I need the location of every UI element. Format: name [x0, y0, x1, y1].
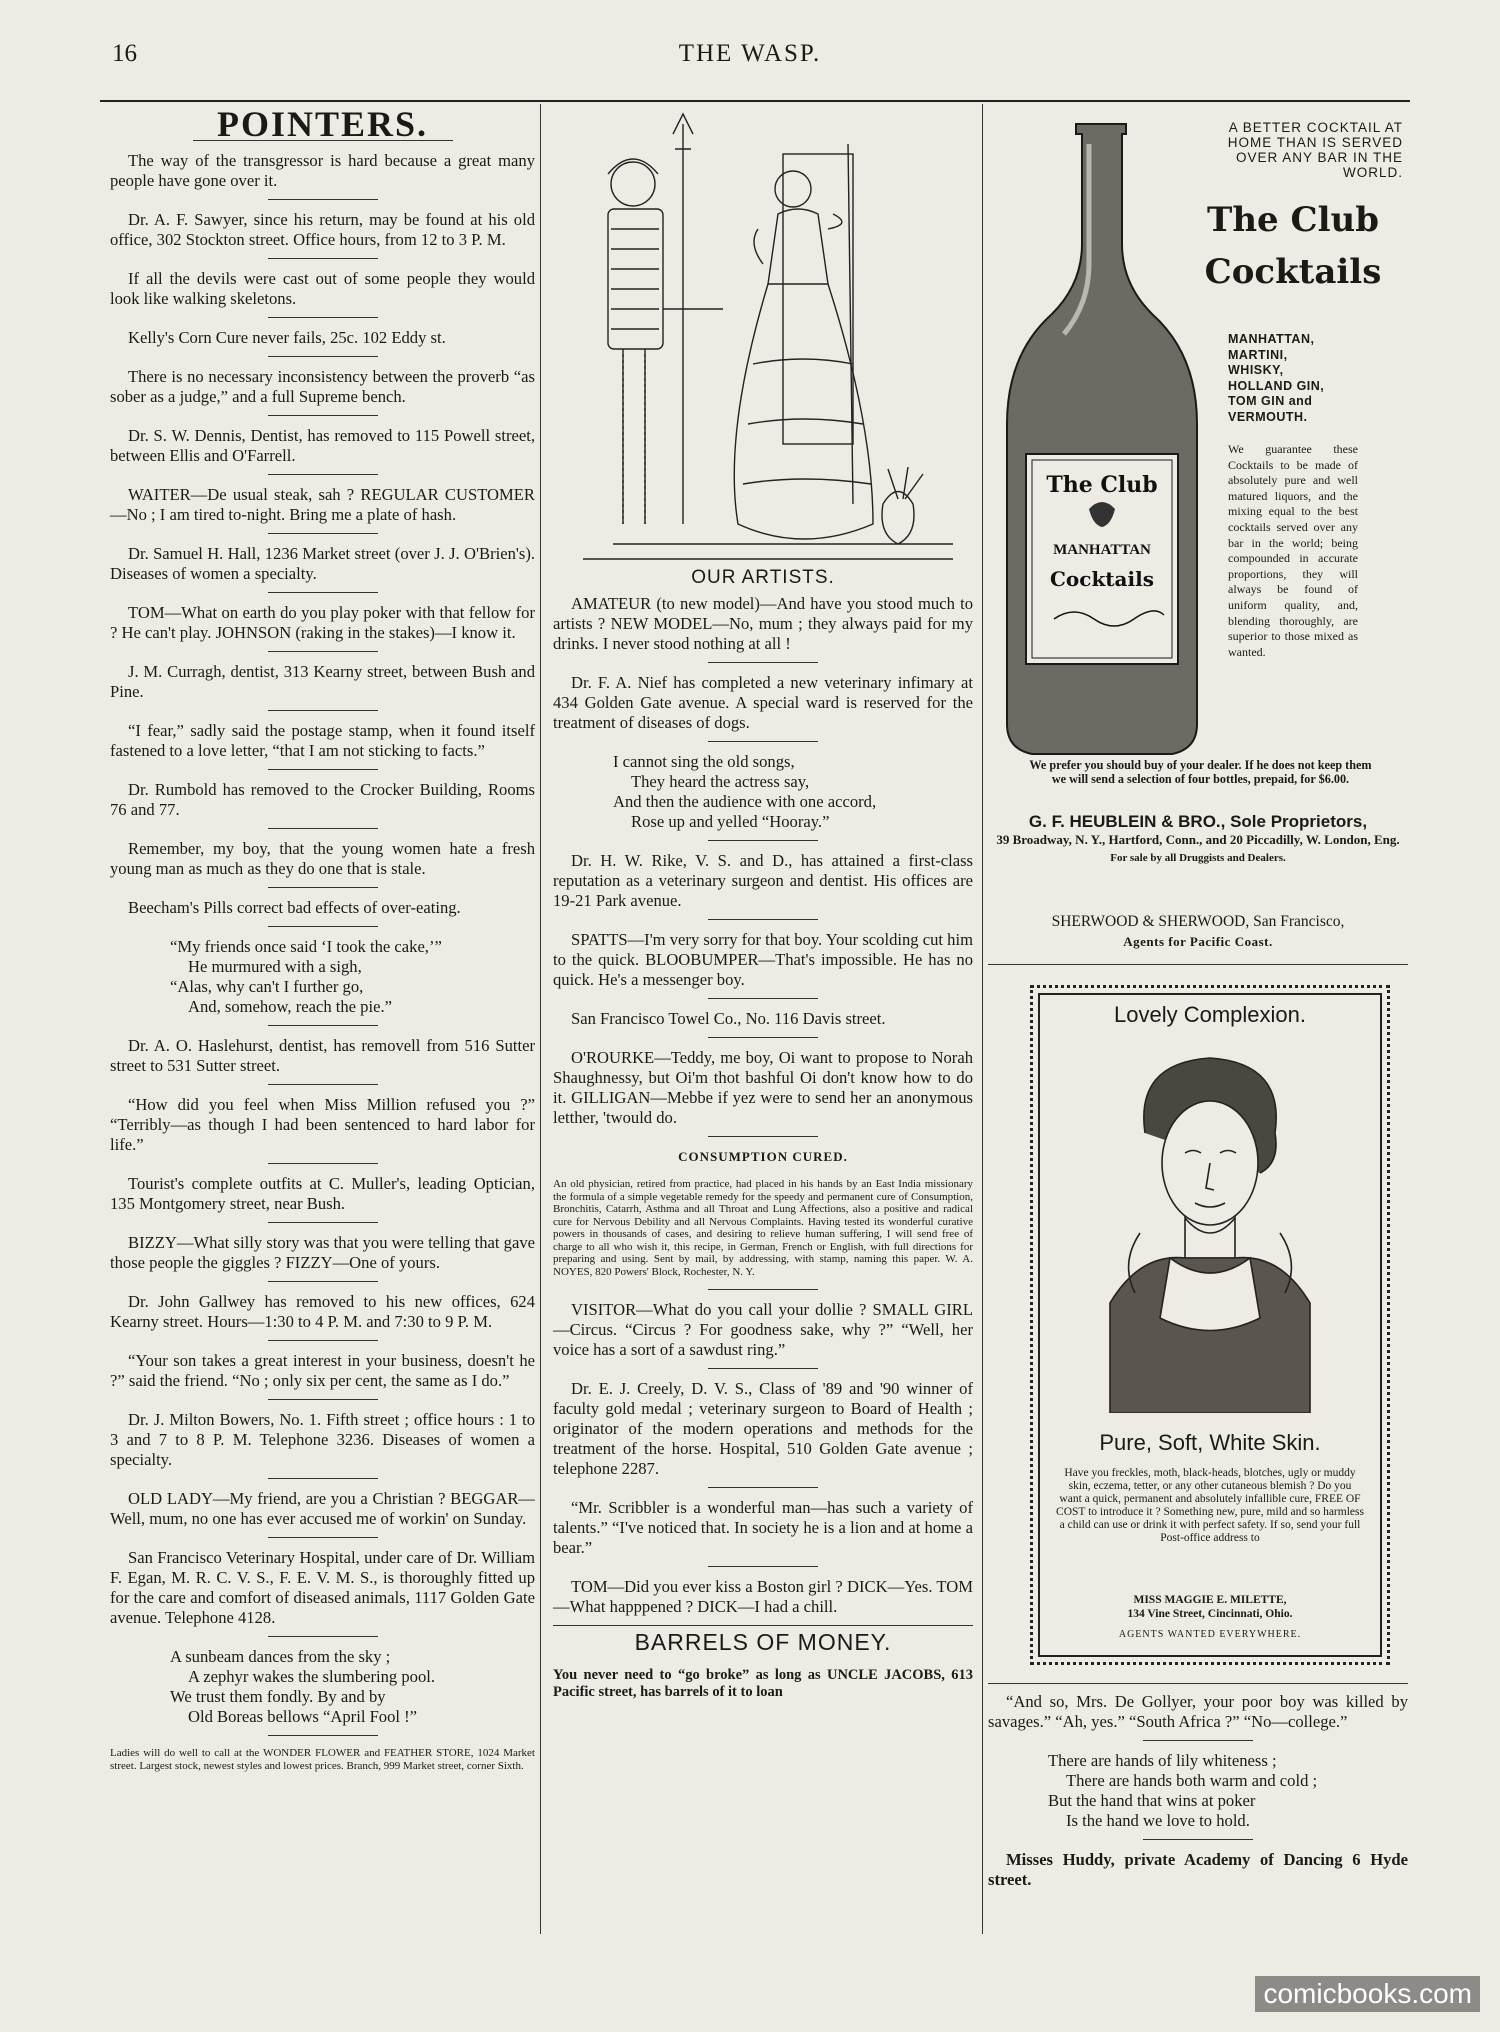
separator — [268, 317, 378, 318]
complexion-contact — [1030, 1593, 1390, 1621]
separator — [268, 1478, 378, 1479]
verse-line: And then the audience with one accord, — [613, 792, 877, 811]
cocktail-item: TOM GIN and — [1228, 394, 1313, 408]
separator — [268, 1735, 378, 1736]
verse-line: A zephyr wakes the slumbering pool. — [188, 1667, 436, 1686]
separator — [268, 926, 378, 927]
verse-line: There are hands of lily whiteness ; — [1048, 1751, 1277, 1770]
ad-tagline: A BETTER COCKTAIL AT HOME THAN IS SERVED OVER ANY BAR IN THE WORLD. — [1227, 120, 1403, 180]
complexion-text: Have you freckles, moth, black-heads, blotches, ugly or muddy skin, eczema, tetter, or any other cutaneous blemish ? Do you want a quick, permanent and absolutely infallible cure, FREE OF COST to introduce it ? Something new, pure, mild and so harmless a child can use or drink it with perfect safety. If so, send your full Post-office address to — [1056, 1467, 1364, 1544]
separator — [708, 1136, 818, 1137]
pointer-item: TOM—What on earth do you play poker with that fellow for ? He can't play. JOHNSON (raking in the stakes)—I know it. — [110, 603, 535, 642]
ad-brand — [1178, 194, 1408, 298]
separator — [268, 1163, 378, 1164]
rule — [553, 1625, 973, 1626]
advert-item: Dr. E. J. Creely, D. V. S., Class of '89 and '90 winner of faculty gold medal ; veterinary surgeon to Board of Health ; originator of the modern operations and methods for the treatment of the horse. Hospital, 510 Golden Gate avenue ; telephone 2287. — [553, 1379, 973, 1478]
cocktail-list — [1228, 332, 1408, 425]
label-brand: The Club — [1046, 472, 1158, 498]
pointer-item: Dr. Samuel H. Hall, 1236 Market street (over J. J. O'Brien's). Diseases of women a specialty. — [110, 544, 535, 583]
agents-line: Agents for Pacific Coast. — [1123, 934, 1273, 949]
column-divider-1 — [540, 104, 541, 1934]
separator — [708, 662, 818, 663]
separator — [268, 533, 378, 534]
pointer-item: If all the devils were cast out of some people they would look like walking skeletons. — [110, 269, 535, 308]
pointer-item: Dr. John Gallwey has removed to his new offices, 624 Kearny street. Hours—1:30 to 4 P. M. and 7:30 to 9 P. M. — [110, 1292, 535, 1331]
barrels-text: You never need to “go broke” as long as UNCLE JACOBS, 613 Pacific street, has barrels of it to loan — [553, 1666, 973, 1700]
advert-item: Dr. H. W. Rike, V. S. and D., has attained a first-class reputation as a veterinary surgeon and dentist. His offices are 19-21 Park avenue. — [553, 851, 973, 910]
footer-advert: Ladies will do well to call at the WONDER FLOWER and FEATHER STORE, 1024 Market street. Largest stock, newest styles and lowest prices. Branch, 999 Market street, corner Sixth. — [110, 1747, 535, 1772]
separator — [268, 769, 378, 770]
separator — [1143, 1839, 1253, 1840]
separator — [268, 474, 378, 475]
joke-item: SPATTS—I'm very sorry for that boy. Your scolding cut him to the quick. BLOOBUMPER—That's impossible. He has no quick. He's a messenger boy. — [553, 930, 973, 989]
druggists-note: For sale by all Druggists and Dealers. — [1110, 852, 1286, 864]
prefer-text: We prefer you should buy of your dealer. If he does not keep them we will send a selection of four bottles, prepaid, for $6.00. — [1029, 758, 1372, 786]
verse-old-songs — [613, 752, 973, 832]
joke-item: TOM—Did you ever kiss a Boston girl ? DICK—Yes. TOM—What happpened ? DICK—I had a chill. — [553, 1577, 973, 1616]
woman-portrait — [1050, 1043, 1370, 1413]
pointer-item: There is no necessary inconsistency between the proverb “as sober as a judge,” and a full Supreme bench. — [110, 367, 535, 406]
label-kind: MANHATTAN — [1053, 542, 1151, 558]
separator — [268, 1281, 378, 1282]
separator — [268, 1222, 378, 1223]
club-cocktails-ad — [988, 104, 1408, 949]
pointer-item: Dr. A. O. Haslehurst, dentist, has removell from 516 Sutter street to 531 Sutter street. — [110, 1036, 535, 1075]
advert-item: San Francisco Towel Co., No. 116 Davis street. — [571, 1009, 886, 1028]
illustration-caption: OUR ARTISTS. — [691, 567, 835, 588]
agents-wanted: AGENTS WANTED EVERYWHERE. — [1118, 1629, 1302, 1640]
joke-item: “And so, Mrs. De Gollyer, your poor boy was killed by savages.” “Ah, yes.” “South Africa ?” “No—college.” — [988, 1692, 1408, 1731]
cocktail-item: WHISKY, — [1228, 363, 1284, 377]
verse-april-fool — [170, 1647, 535, 1727]
separator — [268, 1084, 378, 1085]
pointer-item: Dr. A. F. Sawyer, since his return, may be found at his old office, 302 Stockton street. Office hours, from 12 to 3 P. M. — [110, 210, 535, 249]
pointer-item: “Your son takes a great interest in your business, doesn't he ?” said the friend. “No ; only six per cent, the same as I do.” — [110, 1351, 535, 1390]
verse-line: He murmured with a sigh, — [188, 957, 362, 976]
pointer-item: Remember, my boy, that the young women hate a fresh young man as much as they do one that is stale. — [110, 839, 535, 878]
pointer-item: Tourist's complete outfits at C. Muller's, leading Optician, 135 Montgomery street, near Bush. — [110, 1174, 535, 1213]
firm-address: 39 Broadway, N. Y., Hartford, Conn., and 20 Piccadilly, W. London, Eng. — [996, 832, 1400, 847]
complexion-title: Lovely Complexion. — [1114, 1002, 1306, 1027]
separator — [708, 1289, 818, 1290]
verse-line: “My friends once said ‘I took the cake,’” — [170, 937, 442, 956]
verse-poker — [1048, 1751, 1408, 1831]
separator — [268, 1537, 378, 1538]
separator — [268, 415, 378, 416]
separator — [268, 1636, 378, 1637]
rule — [988, 1683, 1408, 1684]
separator — [708, 1037, 818, 1038]
pointer-item: San Francisco Veterinary Hospital, under care of Dr. William F. Egan, M. R. C. V. S., F. E. V. M. S., is thoroughly fitted up for the care and comfort of diseased animals, 1117 Golden Gate avenue. Telephone 4128. — [110, 1548, 535, 1627]
column-pointers — [110, 104, 535, 1783]
separator — [708, 840, 818, 841]
separator — [708, 919, 818, 920]
separator — [268, 710, 378, 711]
column-divider-2 — [982, 104, 983, 1934]
separator — [268, 356, 378, 357]
pointer-item: Beecham's Pills correct bad effects of over-eating. — [128, 898, 461, 917]
separator — [708, 1487, 818, 1488]
verse-line: They heard the actress say, — [631, 772, 810, 791]
separator — [268, 887, 378, 888]
pointer-item: “I fear,” sadly said the postage stamp, when it found itself fastened to a love letter, “that I am not sticking to facts.” — [110, 721, 535, 760]
cocktail-item: MANHATTAN, — [1228, 332, 1315, 346]
pointer-item: Dr. Rumbold has removed to the Crocker Building, Rooms 76 and 77. — [110, 780, 535, 819]
brand-line: The Club — [1207, 200, 1379, 240]
separator — [268, 258, 378, 259]
contact-name: MISS MAGGIE E. MILETTE, — [1133, 1594, 1287, 1606]
verse-line: I cannot sing the old songs, — [613, 752, 795, 771]
consumption-heading: CONSUMPTION CURED. — [678, 1149, 848, 1164]
verse-line: Old Boreas bellows “April Fool !” — [188, 1707, 418, 1726]
pointer-item: OLD LADY—My friend, are you a Christian ? BEGGAR—Well, mum, no one has ever accused me of workin' on Sunday. — [110, 1489, 535, 1528]
separator — [708, 1368, 818, 1369]
verse-line: Rose up and yelled “Hooray.” — [631, 812, 830, 831]
cocktail-item: VERMOUTH. — [1228, 409, 1308, 424]
joke-item: O'ROURKE—Teddy, me boy, Oi want to propose to Norah Shaughnessy, but Oi'm thot bashful Oi don't know how to do it. GILLIGAN—Mebbe if yez were to send her an anonymous letther, 'twould do. — [553, 1048, 973, 1127]
consumption-text: An old physician, retired from practice, had placed in his hands by an East India missionary the formula of a simple vegetable remedy for the speedy and permanent cure of Consumption, Bronchitis, Catarrh, Asthma and all Throat and Lung Affections, also a positive and radical cure for Nervous Debility and all Nervous Complaints. Having tested its wonderful curative powers in thousands of cases, and desiring to relieve human suffering, I will send free of charge to all who wish it, this recipe, in German, French or English, with full directions for preparing and using. Sent by mail, by addressing, with stamp, naming this paper. W. A. NOYES, 820 Powers' Block, Rochester, N. Y. — [553, 1178, 973, 1278]
joke-item: AMATEUR (to new model)—And have you stood much to artists ? NEW MODEL—No, mum ; they always paid for my drinks. I never stood nothing at all ! — [553, 594, 973, 653]
firm-name: G. F. HEUBLEIN & BRO., Sole Proprietors, — [1028, 812, 1368, 831]
advert-item: Dr. F. A. Nief has completed a new veterinary infimary at 434 Golden Gate avenue. A special ward is reserved for the treatment of diseases of dogs. — [553, 673, 973, 732]
brand-line: Cocktails — [1204, 252, 1382, 292]
pointers-title: POINTERS. — [216, 104, 429, 144]
separator — [268, 1025, 378, 1026]
barrels-title: BARRELS OF MONEY. — [634, 1629, 892, 1655]
column-adverts — [988, 104, 1408, 1890]
verse-line: “Alas, why can't I further go, — [170, 977, 364, 996]
rule — [988, 964, 1408, 965]
separator — [708, 1566, 818, 1567]
pointer-item: Dr. S. W. Dennis, Dentist, has removed to 115 Powell street, between Ellis and O'Farrell. — [110, 426, 535, 465]
pointer-item: J. M. Curragh, dentist, 313 Kearny street, between Bush and Pine. — [110, 662, 535, 701]
pointer-item: WAITER—De usual steak, sah ? REGULAR CUSTOMER—No ; I am tired to-night. Bring me a plate of hash. — [110, 485, 535, 524]
guarantee-text: We guarantee these Cocktails to be made of absolutely pure and well matured liquors, and the mixing equal to the best cocktails served over any bar in the world; being compounded in accurate proportions, they will always be found of uniform quality, and, blending thoroughly, are superior to those mixed as wanted. — [1228, 442, 1358, 659]
bottle-illustration — [994, 114, 1209, 774]
pointer-item: BIZZY—What silly story was that you were telling that gave those people the giggles ? FIZZY—One of yours. — [110, 1233, 535, 1272]
page-number: 16 — [112, 40, 137, 67]
verse-cake — [170, 937, 535, 1017]
verse-line: A sunbeam dances from the sky ; — [170, 1647, 391, 1666]
separator — [268, 199, 378, 200]
label-cocktails: Cocktails — [1050, 567, 1154, 591]
cocktail-item: MARTINI, — [1228, 347, 1288, 362]
verse-line: And, somehow, reach the pie.” — [188, 997, 392, 1016]
dancing-academy-ad: Misses Huddy, private Academy of Dancing 6 Hyde street. — [988, 1850, 1408, 1889]
our-artists-illustration — [553, 104, 973, 564]
separator — [268, 828, 378, 829]
pointer-item: “How did you feel when Miss Million refused you ?” “Terribly—as though I had been sentenced to hard labor for life.” — [110, 1095, 535, 1154]
separator — [268, 651, 378, 652]
publication-title: THE WASP. — [678, 40, 822, 67]
separator — [268, 1340, 378, 1341]
pointer-item: The way of the transgressor is hard because a great many people have gone over it. — [110, 151, 535, 190]
header-rule — [100, 100, 1410, 102]
firm-block — [988, 812, 1408, 868]
verse-line: There are hands both warm and cold ; — [1066, 1771, 1318, 1790]
separator — [268, 592, 378, 593]
column-artists — [553, 104, 973, 1715]
cocktail-item: HOLLAND GIN, — [1228, 378, 1325, 393]
separator — [708, 998, 818, 999]
complexion-subtitle: Pure, Soft, White Skin. — [1099, 1430, 1321, 1455]
complexion-ad — [1030, 985, 1390, 1665]
separator — [1143, 1740, 1253, 1741]
separator — [708, 741, 818, 742]
pointer-item: Kelly's Corn Cure never fails, 25c. 102 Eddy st. — [128, 328, 446, 347]
separator — [268, 1399, 378, 1400]
verse-line: Is the hand we love to hold. — [1066, 1811, 1250, 1830]
verse-line: But the hand that wins at poker — [1048, 1791, 1256, 1810]
watermark: comicbooks.com — [1255, 1976, 1480, 2012]
page-header — [100, 40, 1400, 84]
joke-item: VISITOR—What do you call your dollie ? SMALL GIRL—Circus. “Circus ? For goodness sake, why ?” “Well, her voice has a sort of a sawdust ring.” — [553, 1300, 973, 1359]
verse-line: We trust them fondly. By and by — [170, 1687, 386, 1706]
contact-address: 134 Vine Street, Cincinnati, Ohio. — [1127, 1608, 1293, 1620]
sherwood-line: SHERWOOD & SHERWOOD, San Francisco, — [1051, 913, 1345, 930]
joke-item: “Mr. Scribbler is a wonderful man—has such a variety of talents.” “I've noticed that. In society he is a lion and at home a bear.” — [553, 1498, 973, 1557]
pointer-item: Dr. J. Milton Bowers, No. 1. Fifth street ; office hours : 1 to 3 and 7 to 8 P. M. Telephone 3236. Diseases of women a specialty. — [110, 1410, 535, 1469]
